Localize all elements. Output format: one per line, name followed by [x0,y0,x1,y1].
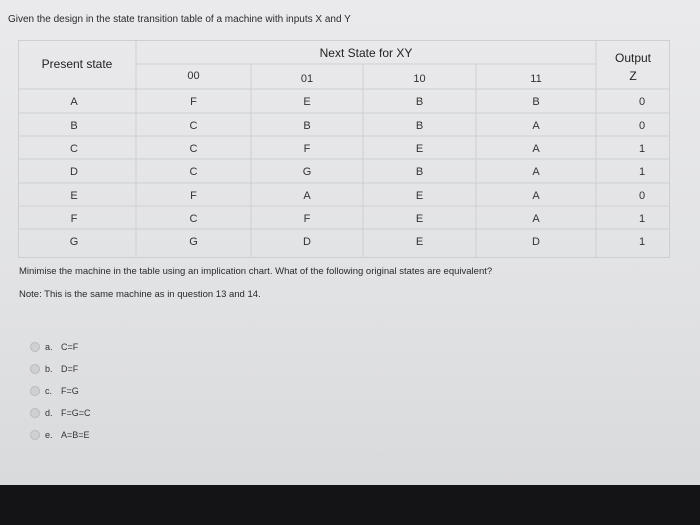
row-present-state: G [69,236,79,248]
question-note: Note: This is the same machine as in question 13 and 14. [19,289,261,300]
option-text: F=G=C [61,408,91,418]
row-next-state: C [189,166,198,178]
option-text: D=F [61,364,79,374]
row-next-state: G [189,236,198,248]
option-text: C=F [61,342,79,352]
radio-button[interactable] [30,342,40,352]
row-next-state: A [303,190,311,202]
answer-option[interactable] [30,386,79,396]
row-present-state: B [70,120,78,132]
radio-button[interactable] [30,386,40,396]
row-next-state: B [415,120,424,132]
row-output: 0 [638,96,646,108]
row-present-state: F [70,213,78,225]
question-prompt: Minimise the machine in the table using an implication chart. What of the following original states are equivalent? [19,266,493,277]
row-next-state: E [415,213,424,225]
row-next-state: F [190,96,197,108]
radio-button[interactable] [30,364,40,374]
input-col-10: 10 [413,73,426,85]
option-letter: d. [45,408,53,418]
row-output: 0 [638,120,646,132]
answer-option[interactable] [30,430,90,440]
present-state-header: Present state [41,57,113,71]
row-next-state: C [189,120,198,132]
row-present-state: D [70,166,78,178]
row-output: 1 [638,166,646,178]
row-next-state: C [189,143,198,155]
input-col-11: 11 [530,73,542,85]
row-present-state: A [70,96,78,108]
output-variable: Z [629,69,637,83]
row-next-state: B [415,96,424,108]
row-output: 1 [638,236,646,248]
row-next-state: D [303,236,311,248]
row-next-state: C [189,213,198,225]
row-next-state: A [532,166,540,178]
row-next-state: B [303,120,311,132]
row-next-state: A [532,143,540,155]
option-letter: b. [45,364,53,374]
row-present-state: E [70,190,78,202]
row-next-state: B [415,166,424,178]
row-next-state: F [190,190,197,202]
input-col-01: 01 [300,73,314,85]
row-next-state: E [415,143,424,155]
output-header: Output [614,51,652,65]
row-next-state: G [302,166,312,178]
next-state-header: Next State for XY [319,46,413,60]
bottom-bezel [0,485,700,525]
radio-button[interactable] [30,430,40,440]
row-output: 1 [638,143,646,155]
row-next-state: B [532,96,540,108]
row-next-state: F [303,143,311,155]
row-next-state: E [415,236,424,248]
row-next-state: A [532,120,540,132]
state-transition-table [18,40,670,258]
row-next-state: E [415,190,424,202]
row-present-state: C [70,143,78,155]
answer-option[interactable] [30,342,78,352]
row-next-state: D [532,236,540,248]
option-letter: e. [45,430,53,440]
input-col-00: 00 [187,70,200,82]
option-letter: c. [45,386,53,396]
row-next-state: A [532,190,540,202]
row-next-state: E [303,96,311,108]
answer-option[interactable] [30,408,91,418]
row-next-state: A [532,213,540,225]
option-text: A=B=E [61,430,90,440]
answer-option[interactable] [30,364,78,374]
question-intro: Given the design in the state transition table of a machine with inputs X and Y [8,14,351,25]
row-output: 1 [638,213,646,225]
row-next-state: F [303,213,311,225]
option-letter: a. [45,342,53,352]
row-output: 0 [638,190,646,202]
radio-button[interactable] [30,408,40,418]
option-text: F=G [61,386,79,396]
